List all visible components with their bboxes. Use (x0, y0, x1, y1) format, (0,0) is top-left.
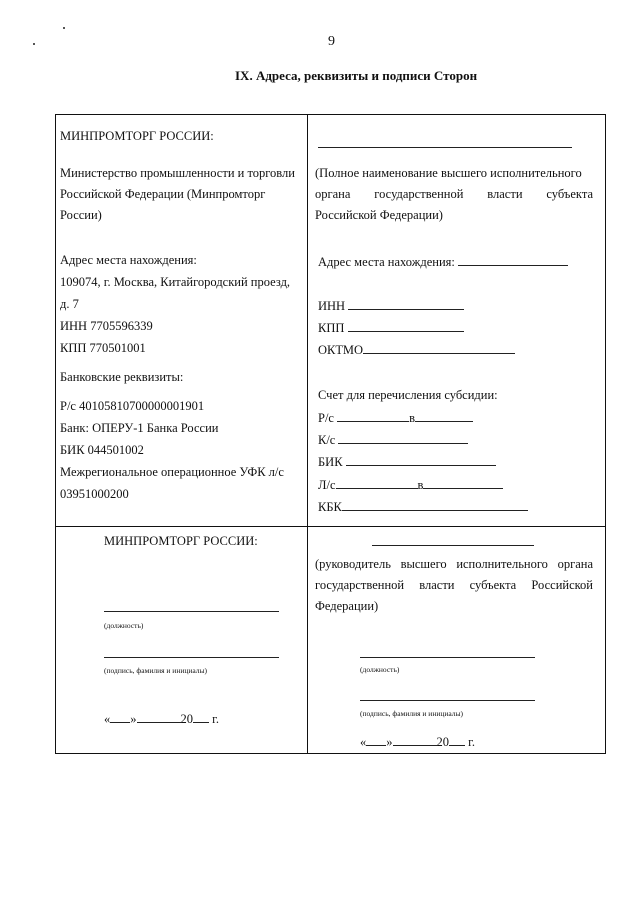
right-fullname-line: (Полное наименование высшего исполнительного (315, 166, 582, 180)
right-date-open-quote: « (360, 735, 367, 749)
right-signature-caption: (подпись, фамилия и инициалы) (360, 709, 464, 718)
right-oktmo-row (318, 342, 515, 358)
left-rs: Р/с 40105810700000001901 (60, 399, 205, 413)
left-org-full-line: Министерство промышленности и торговли (60, 166, 295, 180)
right-month-blank[interactable] (393, 734, 437, 746)
left-date-row (104, 711, 219, 727)
right-year-prefix: 20 (436, 735, 449, 749)
inn-blank[interactable] (348, 298, 464, 310)
left-bik: БИК 044501002 (60, 443, 144, 457)
left-kpp: КПП 770501001 (60, 341, 146, 355)
right-position-caption: (должность) (360, 665, 400, 674)
right-ks-label: К/с (318, 433, 336, 447)
right-year-blank[interactable] (449, 734, 465, 746)
left-month-blank[interactable] (137, 711, 181, 723)
left-inn: ИНН 7705596339 (60, 319, 153, 333)
region-name-blank[interactable] (318, 147, 572, 148)
left-date-close-quote: » (130, 712, 137, 726)
right-ls-label: Л/с (318, 478, 336, 492)
right-inn-row (318, 298, 464, 314)
table-vertical-divider (307, 114, 308, 754)
right-signature-blank[interactable] (360, 700, 535, 701)
kpp-blank[interactable] (348, 320, 464, 332)
right-fullname-line: органа государственной власти субъекта (315, 187, 593, 201)
rs-bank-blank[interactable] (415, 410, 473, 422)
left-date-open-quote: « (104, 712, 111, 726)
right-bik-row (318, 454, 496, 470)
right-rs-v-label: в (409, 411, 416, 425)
ls-bank-blank[interactable] (423, 477, 503, 489)
scan-dust (33, 43, 35, 45)
left-year-suffix: г. (212, 712, 219, 726)
right-day-blank[interactable] (366, 734, 386, 746)
right-kpp-label: КПП (318, 321, 345, 335)
right-rs-row (318, 410, 473, 426)
right-position-blank[interactable] (360, 657, 535, 658)
left-org-short: МИНПРОМТОРГ РОССИИ: (60, 129, 214, 143)
table-horizontal-divider (55, 526, 606, 527)
left-address-label: Адрес места нахождения: (60, 253, 197, 267)
right-kbk-label: КБК (318, 500, 342, 514)
scan-dust (63, 27, 65, 29)
left-year-prefix: 20 (180, 712, 193, 726)
right-head-name-blank[interactable] (372, 545, 534, 546)
right-ks-row (318, 432, 468, 448)
right-rs-label: Р/с (318, 411, 334, 425)
sign-left-org: МИНПРОМТОРГ РОССИИ: (104, 534, 258, 548)
left-address-line: 109074, г. Москва, Китайгородский проезд, (60, 275, 291, 289)
right-inn-label: ИНН (318, 299, 346, 313)
right-kbk-row (318, 499, 528, 515)
right-bik-label: БИК (318, 455, 343, 469)
page-number: 9 (328, 34, 335, 49)
right-oktmo-label: ОКТМО (318, 343, 363, 357)
left-address-line: д. 7 (60, 297, 79, 311)
right-account-label: Счет для перечисления субсидии: (318, 388, 498, 402)
right-fullname-line: Российской Федерации) (315, 208, 443, 222)
left-org-full-line: Российской Федерации (Минпромторг (60, 187, 266, 201)
oktmo-blank[interactable] (363, 342, 515, 354)
left-bank: Банк: ОПЕРУ-1 Банка России (60, 421, 219, 435)
kbk-blank[interactable] (342, 499, 528, 511)
left-org-full-line: России) (60, 208, 102, 222)
right-head-line: (руководитель высшего исполнительного органа (315, 557, 593, 571)
left-position-caption: (должность) (104, 621, 144, 630)
bik-blank[interactable] (346, 454, 496, 466)
right-head-line: Федерации) (315, 599, 379, 613)
left-bank-label: Банковские реквизиты: (60, 370, 184, 384)
left-ufk-line: 03951000200 (60, 487, 129, 501)
right-kpp-row (318, 320, 464, 336)
left-signature-caption: (подпись, фамилия и инициалы) (104, 666, 208, 675)
right-ls-v-label: в (417, 478, 424, 492)
right-year-suffix: г. (468, 735, 475, 749)
left-ufk-line: Межрегиональное операционное УФК л/с (60, 465, 284, 479)
left-signature-blank[interactable] (104, 657, 279, 658)
ls-blank[interactable] (336, 477, 418, 489)
right-address-row (318, 254, 568, 270)
right-ls-row (318, 477, 503, 493)
right-date-row (360, 734, 475, 750)
right-date-close-quote: » (386, 735, 393, 749)
section-title: IX. Адреса, реквизиты и подписи Сторон (235, 68, 478, 83)
left-day-blank[interactable] (110, 711, 130, 723)
left-position-blank[interactable] (104, 611, 279, 612)
right-head-line: государственной власти субъекта Российской (315, 578, 593, 592)
rs-blank[interactable] (337, 410, 409, 422)
address-blank[interactable] (458, 254, 568, 266)
ks-blank[interactable] (338, 432, 468, 444)
left-year-blank[interactable] (193, 711, 209, 723)
right-address-label: Адрес места нахождения: (318, 255, 455, 269)
